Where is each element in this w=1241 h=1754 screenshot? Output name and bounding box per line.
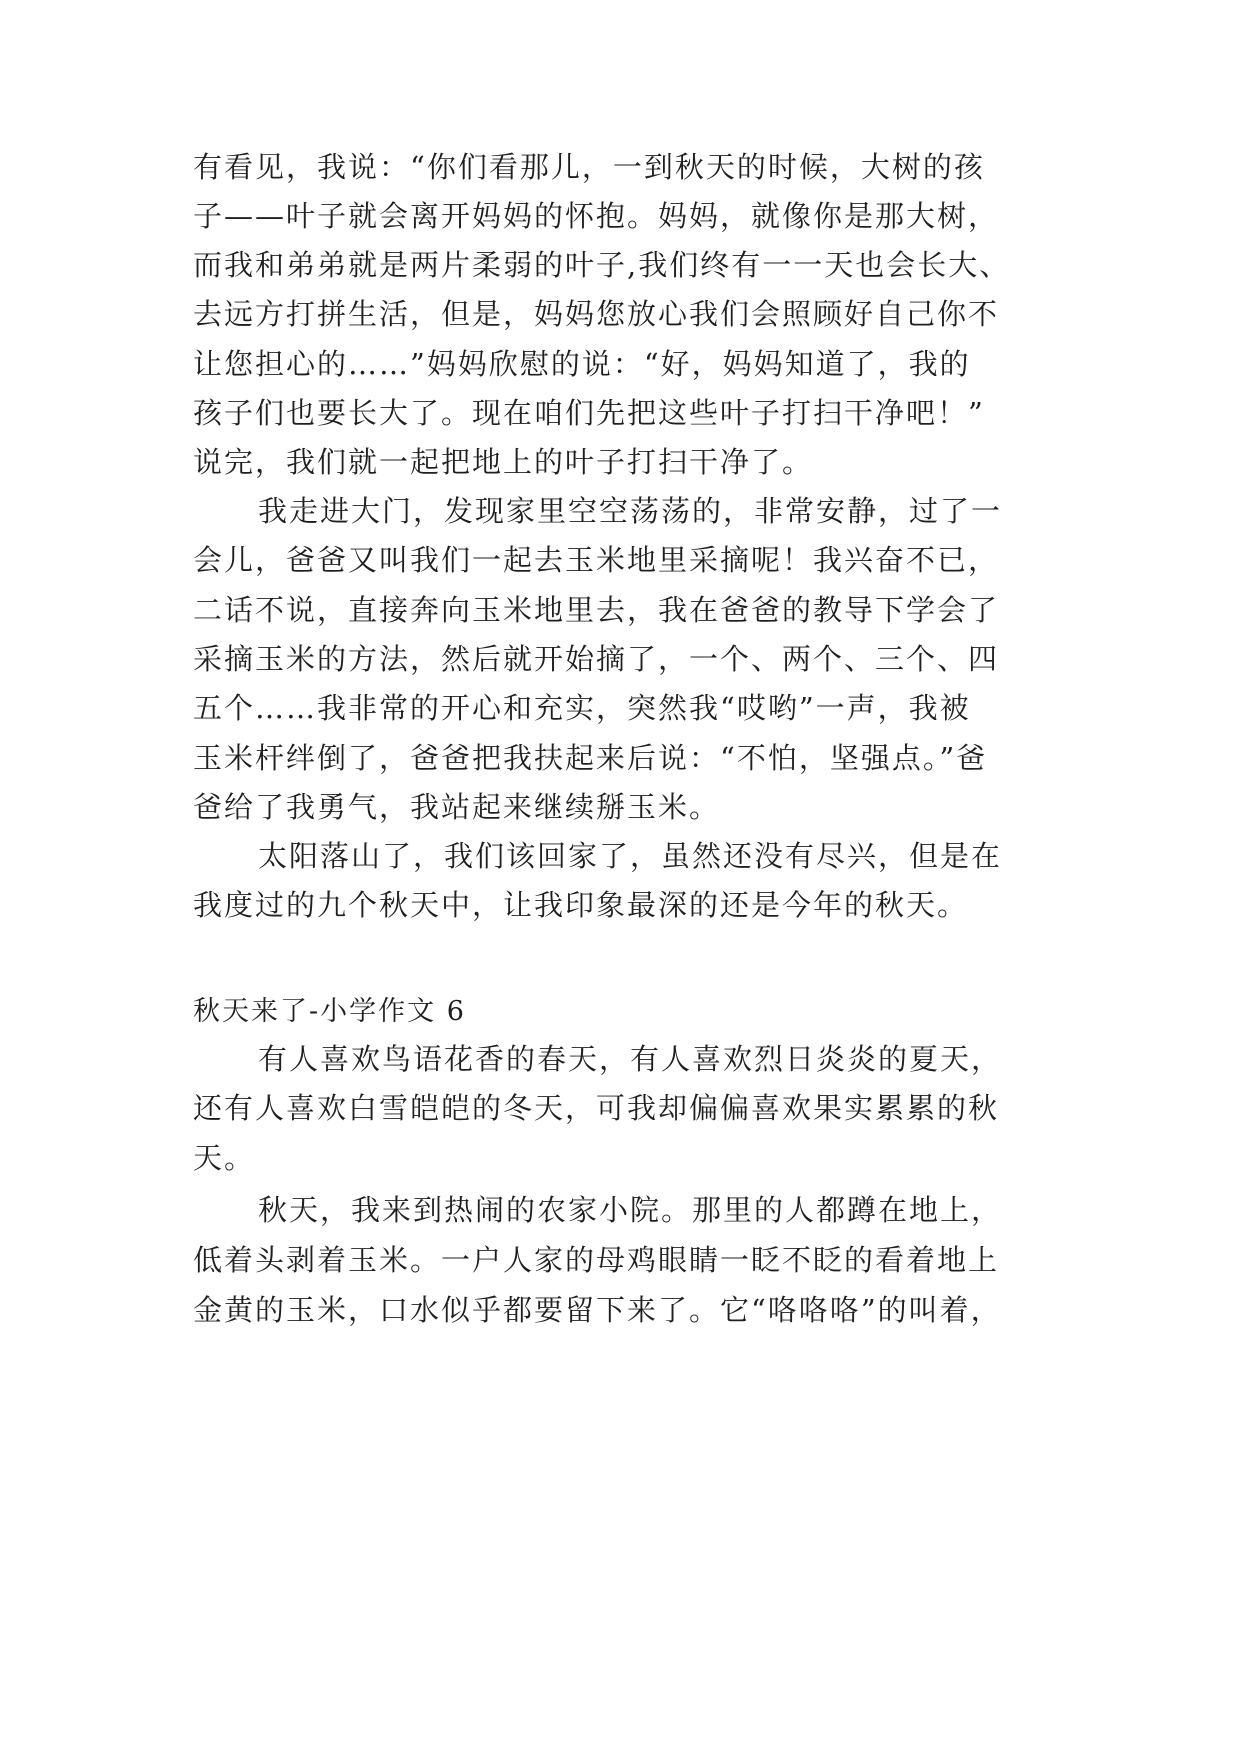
text-line: 爸给了我勇气，我站起来继续掰玉米。 (193, 790, 721, 824)
text-line: 会儿，爸爸又叫我们一起去玉米地里采摘呢！我兴奋不已， (193, 543, 1000, 577)
text-line: 还有人喜欢白雪皑皑的冬天，可我却偏偏喜欢果实累累的秋 (193, 1091, 1000, 1125)
text-line: 采摘玉米的方法，然后就开始摘了，一个、两个、三个、四 (193, 642, 1000, 676)
text-line: 我度过的九个秋天中，让我印象最深的还是今年的秋天。 (193, 888, 969, 922)
text-line: 天。 (193, 1141, 256, 1175)
text-line: 有看见，我说：“你们看那儿，一到秋天的时候，大树的孩 (193, 150, 985, 184)
text-line: 去远方打拼生活，但是，妈妈您放心我们会照顾好自己你不 (193, 297, 1000, 331)
text-line: 玉米杆绊倒了，爸爸把我扶起来后说：“不怕，坚强点。”爸 (193, 741, 988, 775)
text-line: 说完，我们就一起把地上的叶子打扫干净了。 (193, 445, 814, 479)
text-line: 五个……我非常的开心和充实，突然我“哎哟”一声，我被 (193, 691, 971, 725)
text-line: 有人喜欢鸟语花香的春天，有人喜欢烈日炎炎的夏天， (258, 1042, 1003, 1076)
essay-heading: 秋天来了-小学作文 6 (193, 996, 466, 1027)
text-line: 孩子们也要长大了。现在咱们先把这些叶子打扫干净吧！” (193, 396, 985, 430)
text-line: 太阳落山了，我们该回家了，虽然还没有尽兴，但是在 (258, 839, 1003, 873)
text-line: 金黄的玉米，口水似乎都要留下来了。它“咯咯咯”的叫着， (193, 1293, 1002, 1327)
text-line: 而我和弟弟就是两片柔弱的叶子,我们终有一一天也会长大、 (193, 248, 1011, 282)
text-line: 秋天，我来到热闹的农家小院。那里的人都蹲在地上， (258, 1193, 1003, 1227)
text-line: 子——叶子就会离开妈妈的怀抱。妈妈，就像你是那大树， (193, 199, 1000, 233)
text-line: 我走进大门，发现家里空空荡荡的，非常安静，过了一 (258, 494, 1003, 528)
text-line: 二话不说，直接奔向玉米地里去，我在爸爸的教导下学会了 (193, 593, 1000, 627)
text-line: 让您担心的……”妈妈欣慰的说：“好，妈妈知道了，我的 (193, 347, 971, 381)
text-line: 低着头剥着玉米。一户人家的母鸡眼睛一眨不眨的看着地上 (193, 1243, 1000, 1277)
